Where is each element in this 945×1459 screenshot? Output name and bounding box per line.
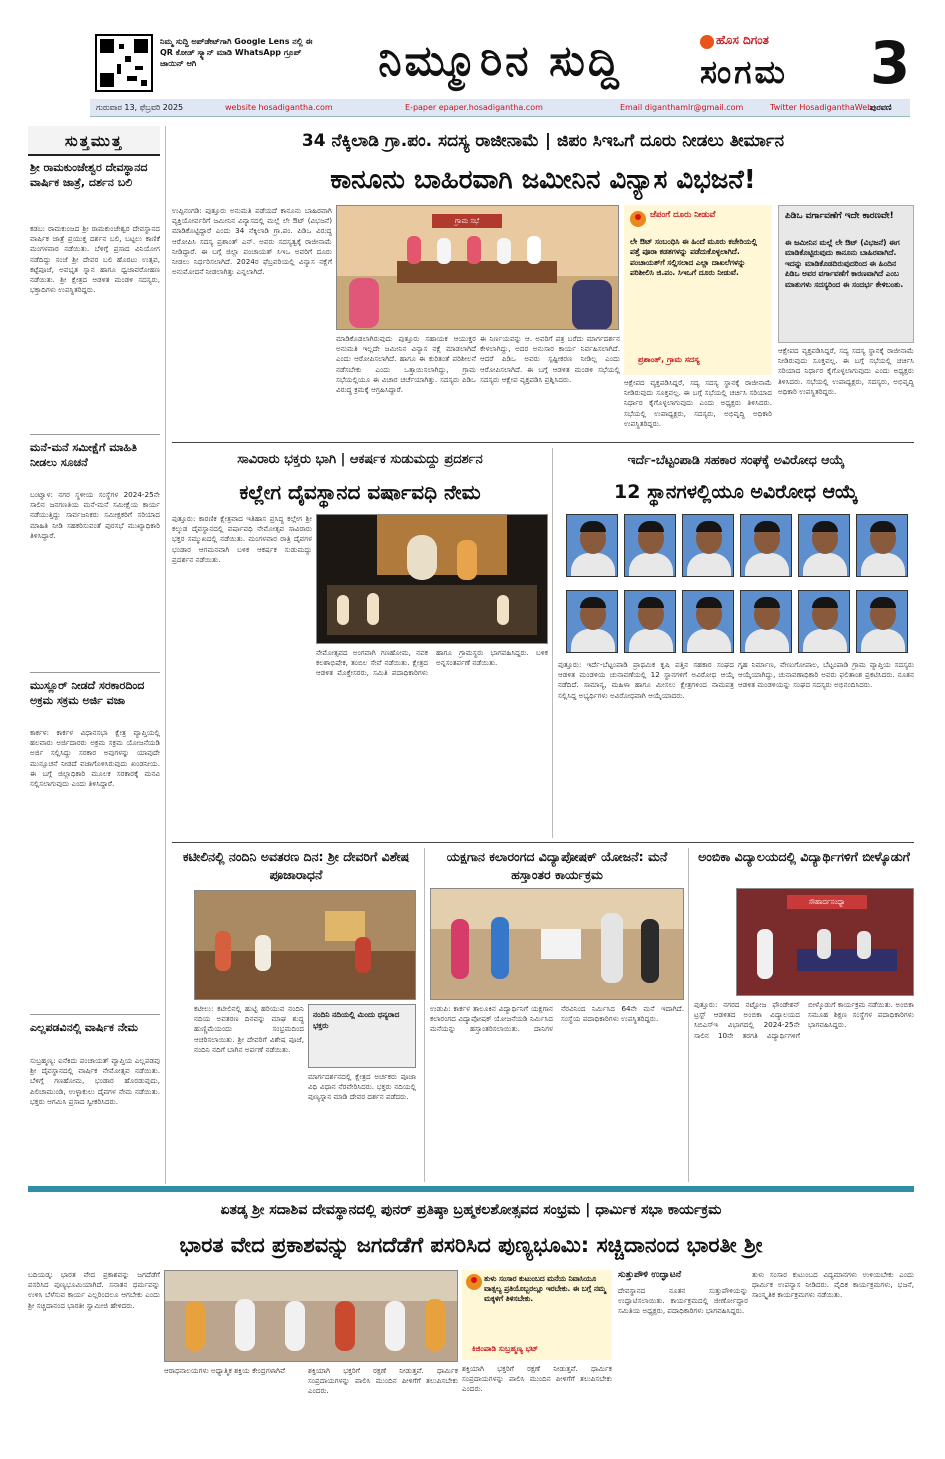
member-photo xyxy=(856,590,908,653)
story-body-2: ನೇಮೋತ್ಸವದ ಅಂಗವಾಗಿ ಗಣಹೋಮ, ನವಕ ಕಲಶಾಭಿಷೇಕ, ತಂಬಿಲ ಸೇವೆ ನಡೆಯಿತು. ಕ್ಷೇತ್ರದ ಆಡಳಿತ ಮೊಕ್ತೇಸರರು, ಸಮಿತಿ ಪದಾಧಿಕಾರಿಗಳು ಹಾಗೂ ಗ್ರಾಮಸ್ಥರು ಭಾಗವಹಿಸಿದ್ದರು. ಬಳಿಕ ಅನ್ನಸಂತರ್ಪಣೆ ನಡೆಯಿತು. xyxy=(316,648,548,678)
story-body-2: ಮಾರ್ಗದರ್ಶನದಲ್ಲಿ ಕ್ಷೇತ್ರದ ಅರ್ಚಕರು ಪೂಜಾ ವಿಧಿ ವಿಧಾನ ನೆರವೇರಿಸಿದರು. ಭಕ್ತರು ನದಿಯಲ್ಲಿ ಪುಣ್ಯಸ್ನಾನ ಮಾಡಿ ದೇವರ ದರ್ಶನ ಪಡೆದರು. xyxy=(308,1072,416,1102)
meeting-photo xyxy=(336,205,619,330)
side-title: ಸುತ್ತುಪೌಳಿ ಉದ್ಘಾಟನೆ xyxy=(618,1270,682,1280)
headline: ಶ್ರೀ ರಾಮಕುಂಜೇಶ್ವರ ದೇವಸ್ಥಾನದ ವಾರ್ಷಿಕ ಜಾತ್ರೆ, ದರ್ಶನ ಬಲಿ xyxy=(30,161,148,189)
headline: ಎಲ್ಲಪಡವಿನಲ್ಲಿ ವಾರ್ಷಿಕ ನೇಮ xyxy=(30,1021,139,1034)
member-photo xyxy=(798,590,850,653)
quote-body: ಲೇ ಔಟ್ ಸಂಬಂಧಿಸಿ ಈ ಹಿಂದೆ ಮೂರು ಕಚೇರಿಯಲ್ಲಿ ಪತ್ತೆ ಪೂರಾ ಕಡತಗಳನ್ನು ಪಡೆದುಕೊಳ್ಳಲಾಗಿದೆ. ಪಂಚಾಯತ್‌ಗೆ ಸಲ್ಲಿಸಲಾದ ಎಲ್ಲಾ ದಾಖಲೆಗಳನ್ನು ಪರಿಶೀಲಿಸಿ ಜಿ.ಪಂ. ಸಿಇಒಗೆ ದೂರು ನೀಡುವೆ. xyxy=(630,237,757,278)
bottom-divider xyxy=(28,1186,914,1192)
story-headline: ಯಕ್ಷಗಾನ ಕಲಾರಂಗದ ವಿದ್ಯಾಪೋಷಕ್ ಯೋಜನೆ: ಮನೆ ಹಸ್ತಾಂತರ ಕಾರ್ಯಕ್ರಮ xyxy=(446,849,668,882)
story-body-3: ಈ ನಿರ್ಣಯವನ್ನು ಆ. ಅವರಿಗೆ ಪತ್ರ ಬರೆದು ಮಾರ್ಗದರ್ಶನ ಕೇಳಲಾಗಿದ್ದು, ಅದರ ಅನುಸಾರ ಕಾರ್ಯ ನಿರ್ವಹಿಸಲಾಗಿದೆ. ಆದರೆ ಪಿಡಿಒ ಅವರು ಸ್ಪಷ್ಟೀಕರಣ ನೀಡಿಲ್ಲ ಎಂದು ಆರೋಪಿಸಲಾಗಿದೆ. ಈ ಬಗ್ಗೆ ಆಡಳಿತ ಮಂಡಳಿ ಸಭೆಯಲ್ಲಿ ಸದಸ್ಯರು ಆಕ್ಷೇಪ ವ್ಯಕ್ತಪಡಿಸಿ ಪ್ರಶ್ನಿಸಿದರು. xyxy=(480,334,620,384)
supplement-title: ಸಂಗಮ xyxy=(700,53,788,91)
story-kicker: ಸಾವಿರಾರು ಭಕ್ತರು ಭಾಗಿ | ಆಕರ್ಷಕ ಸುಡುಮದ್ದು ಪ್ರದರ್ಶನ xyxy=(237,452,483,467)
qr-code-icon[interactable] xyxy=(95,34,153,92)
bottom-quote-box xyxy=(462,1270,612,1360)
photo-banner: ಸೌಹಾರ್ದಸಂಧ್ಯಾ xyxy=(787,895,867,909)
handover-photo xyxy=(430,888,684,1000)
story-body-1: ಪುತ್ತೂರು: ಇರ್ದೆ-ಬೆಟ್ಟಂಪಾಡಿ ಪ್ರಾಥಮಿಕ ಕೃಷಿ ಪತ್ತಿನ ಸಹಕಾರ ಸಂಘದ ಆಡಳಿತ ಮಂಡಳಿಯ ಚುನಾವಣೆಯಲ್ಲಿ 12 ಸ್ಥಾನಗಳಿಗೆ ಅವಿರೋಧ ಆಯ್ಕೆ ನಡೆದಿದೆ. ಸಾಮಾನ್ಯ, ಮಹಿಳಾ ಹಾಗೂ ಮೀಸಲು ಕ್ಷೇತ್ರಗಳಿಂದ ನಾಮಪತ್ರ ಸಲ್ಲಿಸಿದ್ದ ಅಭ್ಯರ್ಥಿಗಳು ಅವಿರೋಧವಾಗಿ ಆಯ್ಕೆಯಾದರು. xyxy=(558,660,734,700)
story-headline: ಕಲ್ಲೇಗ ದೈವಸ್ಥಾನದ ವರ್ಷಾವಧಿ ನೇಮ xyxy=(239,480,481,504)
story-headline: ಕಟೀಲಿನಲ್ಲಿ ನಂದಿನಿ ಅವತರಣ ದಿನ: ಶ್ರೀ ದೇವರಿಗೆ ವಿಶೇಷ ಪೂಜಾರಾಧನೆ xyxy=(182,849,410,882)
story-kicker: 34 ನೆಕ್ಕಿಲಾಡಿ ಗ್ರಾ.ಪಂ. ಸದಸ್ಯ ರಾಜೀನಾಮೆ | ಜಿಪಂ ಸಿಇಒಗೆ ದೂರು ನೀಡಲು ತೀರ್ಮಾನ xyxy=(301,131,785,151)
story-body: ಸುಬ್ರಹ್ಮಣ್ಯ: ಐನೆಕಿದು ಪಂಚಾಯತ್ ವ್ಯಾಪ್ತಿಯ ಎಲ್ಲಪಡವು ಶ್ರೀ ದೈವಸ್ಥಾನದಲ್ಲಿ ವಾರ್ಷಿಕ ನೇಮೋತ್ಸವ ನಡೆಯಿತು. ಬೆಳಿಗ್ಗೆ ಗಣಹೋಮ, ಭಂಡಾರ ಹೊರಡುವುದು, ಪಿಲಿಚಾಮುಂಡಿ, ಉಳ್ಳಾಕುಲು ದೈವಗಳ ನೇಮ ನಡೆಯಿತು. ಭಕ್ತರು ಆಗಮಿಸಿ ಪ್ರಸಾದ ಸ್ವೀಕರಿಸಿದರು. xyxy=(30,1056,160,1106)
info-strip xyxy=(90,99,910,117)
side-box-title: ಪಿಡಿಒ ವರ್ಗಾವಣೆಗೆ ಇದೇ ಕಾರಣವೇ! xyxy=(785,211,894,221)
side-box-body: ಈ ಜಮೀನಿನ ಮಲ್ಲೆ ಲೇ ಔಟ್ (ವಿಭಜನೆ) ಈಗ ಮಾಡಿಕೊಟ್ಟಿರುವುದು ಕಾನೂನು ಬಾಹಿರವಾಗಿದೆ. ಇದನ್ನು ಮಾಡಿಕೊಡದಿರುವುದರಿಂದ ಈ ಹಿಂದಿನ ಪಿಡಿಒ ಅವರ ವರ್ಗಾವಣೆಗೆ ಕಾರಣವಾಗಿದೆ ಎಂಬ ಮಾತುಗಳು ಸದಸ್ಯರಿಂದ ಈ ಸಂದರ್ಭ ಕೇಳಿಬಂತು. xyxy=(785,238,904,289)
story-headline: ಕಾನೂನು ಬಾಹಿರವಾಗಿ ಜಮೀನಿನ ವಿನ್ಯಾಸ ವಿಭಜನೆ! xyxy=(330,165,756,195)
story-body: ಕಾರ್ಕಳ: ಕಾರ್ಕಳ ವಿಧಾನಸಭಾ ಕ್ಷೇತ್ರ ವ್ಯಾಪ್ತಿಯಲ್ಲಿ ಹಲವಾರು ಅರ್ಜಿದಾರರು ಅಕ್ರಮ ಸಕ್ರಮ ಯೋಜನೆಯಡಿ ಅರ್ಜಿ ಸಲ್ಲಿಸಿದ್ದು ಸರಕಾರ ಅವುಗಳನ್ನು ಯಾವುದೇ ಮುನ್ಸೂಚನೆ ನೀಡದೆ ವಜಾಗೊಳಿಸಿರುವುದು ಖಂಡನೀಯ. ಈ ಬಗ್ಗೆ ಜಿಲ್ಲಾಧಿಕಾರಿ ಮೂಲಕ ಸರಕಾರಕ್ಕೆ ಮನವಿ ಸಲ್ಲಿಸಲಾಗುವುದು ಎಂದು ತಿಳಿಸಿದ್ದಾರೆ. xyxy=(30,728,160,789)
member-photo xyxy=(566,514,618,577)
story-kicker: ಏತಡ್ಕ ಶ್ರೀ ಸದಾಶಿವ ದೇವಸ್ಥಾನದಲ್ಲಿ ಪುನರ್ ಪ್ರತಿಷ್ಠಾ ಬ್ರಹ್ಮಕಲಶೋತ್ಸವದ ಸಂಭ್ರಮ | ಧಾರ್ಮಿಕ ಸಭಾ ಕಾರ್ಯಕ್ರಮ xyxy=(220,1202,722,1218)
member-photo xyxy=(624,514,676,577)
story-body-4-cont: ಆಕ್ಷೇಪದ ವ್ಯಕ್ತಪಡಿಸಿದ್ದರೆ, ಸದ್ಯ ಸದಸ್ಯ ಸ್ಥಾನಕ್ಕೆ ರಾಜೀನಾಮೆ ನೀಡಿರುವುದು ಸೂಕ್ತವಲ್ಲ. ಈ ಬಗ್ಗೆ ಸಭೆಯಲ್ಲಿ ಚರ್ಚಿಸಿ ಸರಿಯಾದ ನಿರ್ಧಾರ ಕೈಗೊಳ್ಳಲಾಗುವುದು ಎಂದು ಅಧ್ಯಕ್ಷರು ತಿಳಿಸಿದರು. ಸಭೆಯಲ್ಲಿ ಉಪಾಧ್ಯಕ್ಷರು, ಸದಸ್ಯರು, ಅಭಿವೃದ್ಧಿ ಅಧಿಕಾರಿ ಉಪಸ್ಥಿತರಿದ್ದರು. xyxy=(624,378,772,428)
story-headline: 12 ಸ್ಥಾನಗಳಲ್ಲಿಯೂ ಅವಿರೋಧ ಆಯ್ಕೆ xyxy=(614,481,858,503)
brand-logo-icon xyxy=(700,35,714,49)
story-body-2: ಗೃಹ ನಿರ್ಮಾಣ, ವೇಣುಗೋಪಾಲ, ಬೆಟ್ಟಂಪಾಡಿ ಗ್ರಾಮ ವ್ಯಾಪ್ತಿಯ ಸದಸ್ಯರು ಆಯ್ಕೆಯಾಗಿದ್ದು, ಚುನಾವಣಾಧಿಕಾರಿ ಅವರು ಫಲಿತಾಂಶ ಪ್ರಕಟಿಸಿದರು. ನೂತನ ಆಡಳಿತ ಮಂಡಳಿಯನ್ನು ಸಂಘದ ಸದಸ್ಯರು ಅಭಿನಂದಿಸಿದರು. xyxy=(738,660,914,690)
email-link[interactable]: Email diganthamlr@gmail.com xyxy=(620,103,744,112)
quote-icon xyxy=(630,211,646,227)
pullout-label: ಪುರವಣಿ xyxy=(870,103,892,112)
brand-name: ಹೊಸ ದಿಗಂತ xyxy=(716,33,769,47)
photo-caption-text: ಆರಾಧನಾಲಯಗಳು ಅಧ್ಯಾತ್ಮಿಕ ಶಕ್ತಿಯ ಕೇಂದ್ರಗಳಾಗಿವೆ xyxy=(164,1366,285,1375)
member-photo xyxy=(624,590,676,653)
story-body: ಪುತ್ತೂರು: ನಗರದ ನಟ್ಟೋಜ ಫೌಂಡೇಶನ್ ಟ್ರಸ್ಟ್ ಆಡಳಿತದ ಅಂಬಿಕಾ ವಿದ್ಯಾಲಯದ ಸಿಬಿಎಸ್‌ಇ ವಿಭಾಗದಲ್ಲಿ 2024-25ನೇ ಸಾಲಿನ 10ನೇ ತರಗತಿ ವಿದ್ಯಾರ್ಥಿಗಳಿಗೆ ಬೀಳ್ಕೊಡುಗೆ ಕಾರ್ಯಕ್ರಮ ನಡೆಯಿತು. ಅಂಬಿಕಾ ಸಮೂಹ ಶಿಕ್ಷಣ ಸಂಸ್ಥೆಗಳ ಪದಾಧಿಕಾರಿಗಳು ಭಾಗವಹಿಸಿದ್ದರು. xyxy=(694,1000,914,1040)
story-body-1: ಉಪ್ಪಿನಂಗಡಿ: ಪುತ್ತೂರು ಅನುಮತಿ ಪಡೆಯದೆ ಕಾನೂನು ಬಾಹಿರವಾಗಿ ವ್ಯಕ್ತಿಯೋರ್ವರಿಗೆ ಜಮೀನಿನ ವಿನ್ಯಾಸದಲ್ಲಿ ಮಲ್ಲೆ ಲೇ ಔಟ್ (ವಿಭಜನೆ) ಮಾಡಿಕೊಟ್ಟಿದ್ದಾರೆ ಎಂದು 34 ನೆಕ್ಕಿಲಾಡಿ ಗ್ರಾ.ಪಂ. ಪಿಡಿಒ ವಿರುದ್ಧ ಆರೋಪಿಸಿ ಸದಸ್ಯ ಪ್ರಶಾಂತ್ ಎನ್. ಅವರು ಸದಸ್ಯತ್ವಕ್ಕೆ ರಾಜೀನಾಮೆ ನೀಡಿದ್ದಾರೆ. ಈ ಬಗ್ಗೆ ಜಿಲ್ಲಾ ಪಂಚಾಯತ್ ಸಿಇಒ ಅವರಿಗೆ ದೂರು ನೀಡಲು ನಿರ್ಧರಿಸಲಾಗಿದೆ. 2024ರ ಫೆಬ್ರವರಿಯಲ್ಲಿ ವಿನ್ಯಾಸ ನಕ್ಷೆಗೆ ಅನುಮೋದನೆ ನೀಡಲಾಗಿತ್ತು ಎನ್ನಲಾಗಿದೆ. xyxy=(172,206,332,277)
side-box xyxy=(778,205,914,343)
quote-byline: ಕಿಜಿಂಪಾಡಿ ಸುಬ್ರಹ್ಮಣ್ಯ ಭಟ್ xyxy=(472,1344,539,1353)
story-body-1: ಬದಿಯಡ್ಕ: ಭಾರತ ವೇದ ಪ್ರಕಾಶವನ್ನು ಜಗದೆಡೆಗೆ ಪಸರಿಸಿದ ಪುಣ್ಯಭೂಮಿಯಾಗಿದೆ. ಸನಾತನ ಧರ್ಮವನ್ನು ಉಳಿಸಿ ಬೆಳೆಸುವ ಕಾರ್ಯ ಎಲ್ಲರಿಂದಲೂ ಆಗಬೇಕು ಎಂದು ಶ್ರೀ ಸಚ್ಚಿದಾನಂದ ಭಾರತೀ ಸ್ವಾಮೀಜಿ ಹೇಳಿದರು. xyxy=(28,1270,160,1310)
quote-body: ತುಳು ಸಂಸಾರ ಕುಟುಂಬದ ಮನೆಯ ನಿವಾಸಿಯೂ ವಾತ್ಸಲ್ಯ ಪ್ರತಿಯೊಬ್ಬರಲ್ಲೂ ಇರಬೇಕು. ಈ ಬಗ್ಗೆ ನಮ್ಮ ಮಕ್ಕಳಿಗೆ ತಿಳಿಸಬೇಕು. xyxy=(484,1274,606,1304)
story-body-mid: ಶಕ್ತಿಯಾಗಿ ಭಕ್ತರಿಗೆ ರಕ್ಷಣೆ ನೀಡುತ್ತವೆ. ಧಾರ್ಮಿಕ ಸಂಪ್ರದಾಯಗಳನ್ನು ಪಾಲಿಸಿ ಮುಂದಿನ ಪೀಳಿಗೆಗೆ ತಲುಪಿಸಬೇಕು ಎಂದರು. xyxy=(308,1366,458,1396)
bottom-side-story xyxy=(618,1270,748,1436)
member-photo xyxy=(682,514,734,577)
member-photo xyxy=(740,590,792,653)
page-number: 3 xyxy=(869,29,911,97)
photo-banner: ಗ್ರಾಮ ಸಭೆ xyxy=(432,214,502,228)
website-link[interactable]: website hosadigantha.com xyxy=(225,103,333,112)
story-headline: ಅಂಬಿಕಾ ವಿದ್ಯಾಲಯದಲ್ಲಿ ವಿದ್ಯಾರ್ಥಿಗಳಿಗೆ ಬೀಳ್ಕೊಡುಗೆ xyxy=(698,849,910,864)
quote-icon xyxy=(466,1274,482,1290)
left-column-title: ಸುತ್ತಮುತ್ತ xyxy=(64,132,124,150)
story-body: ಉಡುಪಿ: ಕಾರ್ಕಳ ತಾಲೂಕಿನ ವಿದ್ಯಾರ್ಥಿನಿಗೆ ಯಕ್ಷಗಾನ ಕಲಾರಂಗದ ವಿದ್ಯಾಪೋಷಕ್ ಯೋಜನೆಯಡಿ ನಿರ್ಮಿಸಿದ ಮನೆಯನ್ನು ಹಸ್ತಾಂತರಿಸಲಾಯಿತು. ದಾನಿಗಳ ನೆರವಿನಿಂದ ನಿರ್ಮಿಸಿದ 64ನೇ ಮನೆ ಇದಾಗಿದೆ. ಸಂಸ್ಥೆಯ ಪದಾಧಿಕಾರಿಗಳು ಉಪಸ್ಥಿತರಿದ್ದರು. xyxy=(430,1004,684,1034)
twitter-link[interactable]: Twitter HosadiganthaWeb xyxy=(770,103,873,112)
quote-byline: ಪ್ರಶಾಂತ್, ಗ್ರಾಮ ಸದಸ್ಯ xyxy=(638,355,700,364)
member-photo xyxy=(798,514,850,577)
side-body: ದೇವಸ್ಥಾನದ ನೂತನ ಸುತ್ತುಪೌಳಿಯನ್ನು ಉದ್ಘಾಟಿಸಲಾಯಿತು. ಕಾರ್ಯಕ್ರಮದಲ್ಲಿ ಜೀರ್ಣೋದ್ಧಾರ ಸಮಿತಿಯ ಅಧ್ಯಕ್ಷರು, ಪದಾಧಿಕಾರಿಗಳು ಭಾಗವಹಿಸಿದ್ದರು. xyxy=(618,1286,748,1316)
story-body-quote-cont: ಶಕ್ತಿಯಾಗಿ ಭಕ್ತರಿಗೆ ರಕ್ಷಣೆ ನೀಡುತ್ತವೆ. ಧಾರ್ಮಿಕ ಸಂಪ್ರದಾಯಗಳನ್ನು ಪಾಲಿಸಿ ಮುಂದಿನ ಪೀಳಿಗೆಗೆ ತಲುಪಿಸಬೇಕು ಎಂದರು. xyxy=(462,1364,612,1394)
date-text: ಗುರುವಾರ 13, ಫೆಬ್ರವರಿ 2025 xyxy=(96,103,184,112)
story-body-4: ಆಕ್ಷೇಪದ ವ್ಯಕ್ತಪಡಿಸಿದ್ದರೆ, ಸದ್ಯ ಸದಸ್ಯ ಸ್ಥಾನಕ್ಕೆ ರಾಜೀನಾಮೆ ನೀಡಿರುವುದು ಸೂಕ್ತವಲ್ಲ. ಈ ಬಗ್ಗೆ ಸಭೆಯಲ್ಲಿ ಚರ್ಚಿಸಿ ಸರಿಯಾದ ನಿರ್ಧಾರ ಕೈಗೊಳ್ಳಲಾಗುವುದು ಎಂದು ಅಧ್ಯಕ್ಷರು ತಿಳಿಸಿದರು. ಸಭೆಯಲ್ಲಿ ಉಪಾಧ್ಯಕ್ಷರು, ಸದಸ್ಯರು, ಅಭಿವೃದ್ಧಿ ಅಧಿಕಾರಿ ಉಪಸ್ಥಿತರಿದ್ದರು. xyxy=(778,346,914,396)
qr-caption: ನಿಮ್ಮ ಸುದ್ದಿ ಅಪ್‌ಡೇಟ್‌ಗಾಗಿ Google Lens ನಲ್ಲಿ ಈ QR ಕೋಡ್ ಸ್ಕ್ಯಾನ್ ಮಾಡಿ WhatsApp ಗ್ರೂಪ್ ಜಾಯಿನ್ ಆಗಿ xyxy=(160,37,313,68)
story-body: ಕಟೀಲು: ಕಟೀಲಿನಲ್ಲಿ ಹುಟ್ಟಿ ಹರಿಯುವ ನಂದಿನಿ ನದಿಯ ಅವತರಣ ದಿನವನ್ನು ಮಾಘ ಶುದ್ಧ ಹುಣ್ಣಿಮೆಯಂದು ಸಂಭ್ರಮದಿಂದ ಆಚರಿಸಲಾಯಿತು. ಶ್ರೀ ದೇವರಿಗೆ ವಿಶೇಷ ಪೂಜೆ, ನಂದಿನಿ ನದಿಗೆ ಬಾಗಿನ ಅರ್ಪಣೆ ನಡೆಯಿತು. xyxy=(194,1004,304,1054)
inset-photo xyxy=(308,1004,416,1068)
masthead-title: ನಿಮ್ಮೂರಿನ ಸುದ್ದಿ xyxy=(378,36,622,85)
left-column-header xyxy=(28,126,160,156)
stage-photo xyxy=(164,1270,458,1362)
epaper-link[interactable]: E-paper epaper.hosadigantha.com xyxy=(405,103,543,112)
story-kicker: ಇರ್ದೆ-ಬೆಟ್ಟಂಪಾಡಿ ಸಹಕಾರ ಸಂಘಕ್ಕೆ ಅವಿರೋಧ ಆಯ್ಕೆ xyxy=(627,452,845,467)
right-body: ತುಳು ಸಂಸಾರ ಕುಟುಂಬದ ವಿದ್ಯಮಾನಗಳು ಉಳಿಯಬೇಕು ಎಂದು ಧಾರ್ಮಿಕ ಉಪನ್ಯಾಸ ನೀಡಿದರು. ವೈದಿಕ ಕಾರ್ಯಕ್ರಮಗಳು, ಭಜನೆ, ಸಾಂಸ್ಕೃತಿಕ ಕಾರ್ಯಕ್ರಮಗಳು ನಡೆಯಿತು. xyxy=(752,1270,914,1300)
inset-caption: ನಂದಿನಿ ನದಿಯಲ್ಲಿ ಮಿಂದು ಧನ್ಯರಾದ ಭಕ್ತರು xyxy=(313,1010,400,1030)
member-photo xyxy=(566,590,618,653)
festival-photo xyxy=(316,514,548,644)
farewell-photo xyxy=(736,888,914,996)
story-body-1: ಪುತ್ತೂರು: ಕಾರಣಿಕ ಕ್ಷೇತ್ರವಾದ ಇತಿಹಾಸ ಪ್ರಸಿದ್ಧ ಕಲ್ಲೇಗ ಶ್ರೀ ಕಲ್ಕುಡ ದೈವಸ್ಥಾನದಲ್ಲಿ ವರ್ಷಾವಧಿ ನೇಮೋತ್ಸವ ಸಾವಿರಾರು ಭಕ್ತರ ಸಮ್ಮುಖದಲ್ಲಿ ನಡೆಯಿತು. ಮಂಗಳವಾರ ರಾತ್ರಿ ದೈವಗಳ ಭಂಡಾರ ಆಗಮನವಾಗಿ ಬಳಿಕ ಆಕರ್ಷಕ ಸುಡುಮದ್ದು ಪ್ರದರ್ಶನ ನಡೆಯಿತು. xyxy=(172,514,312,564)
member-photo xyxy=(740,514,792,577)
pooja-photo xyxy=(194,890,416,1000)
story-body: ಬಂಟ್ವಾಳ: ನಗರ ಸ್ಥಳೀಯ ಸಂಸ್ಥೆಗಳ 2024-25ನೇ ಸಾಲಿನ ಜನಗಣತಿಯ ಮನೆ-ಮನೆ ಸಮೀಕ್ಷೆಯ ಕಾರ್ಯ ನಡೆಯುತ್ತಿದ್ದು ಸಾರ್ವಜನಿಕರು ಸಮೀಕ್ಷಕರಿಗೆ ಸರಿಯಾದ ಮಾಹಿತಿ ನೀಡಿ ಸಹಕರಿಸುವಂತೆ ಪುರಸಭೆ ಮುಖ್ಯಾಧಿಕಾರಿ ತಿಳಿಸಿದ್ದಾರೆ. xyxy=(30,490,160,540)
quote-box xyxy=(624,205,772,375)
headline: ಮನೆ-ಮನೆ ಸಮೀಕ್ಷೆಗೆ ಮಾಹಿತಿ ನೀಡಲು ಸೂಚನೆ xyxy=(30,441,137,469)
member-photo xyxy=(682,590,734,653)
member-photo xyxy=(856,514,908,577)
story-headline: ಭಾರತ ವೇದ ಪ್ರಕಾಶವನ್ನು ಜಗದೆಡೆಗೆ ಪಸರಿಸಿದ ಪುಣ್ಯಭೂಮಿ: ಸಚ್ಚಿದಾನಂದ ಭಾರತೀ ಶ್ರೀ xyxy=(179,1233,763,1257)
story-body: ಕಡಬ: ರಾಮಕುಂಜದ ಶ್ರೀ ರಾಮಕುಂಜೇಶ್ವರ ದೇವಸ್ಥಾನದ ವಾರ್ಷಿಕ ಜಾತ್ರೆ ಪ್ರಯುಕ್ತ ದರ್ಶನ ಬಲಿ, ಬಟ್ಟಲು ಕಾಣಿಕೆ ಮಂಗಳವಾರ ನಡೆಯಿತು. ಬೆಳಿಗ್ಗೆ ಪ್ರಸಾದ ವಿನಿಯೋಗ ನಡೆದಿದ್ದು ಸಂಜೆ ಶ್ರೀ ದೇವರ ಬಲಿ ಹೊರಟು ಉತ್ಸವ, ಕಟ್ಟೆಪೂಜೆ, ಅವಭೃತ ಸ್ನಾನ ಹಾಗೂ ಧ್ವಜಾವರೋಹಣ ನಡೆಯಿತು. ಶ್ರೀ ಕ್ಷೇತ್ರದ ಆಡಳಿತ ಮಂಡಳಿ ಸದಸ್ಯರು, ಭಕ್ತಾದಿಗಳು ಉಪಸ್ಥಿತರಿದ್ದರು. xyxy=(30,224,160,295)
story-body-2: ಮಾಡಿಕೊಡಲಾಗಿರುವುದು ಪುತ್ತೂರು ಸಹಾಯಕ ಆಯುಕ್ತರ ಅನುಮತಿ ಇಲ್ಲದೇ ಜಮೀನಿನ ವಿನ್ಯಾಸ ನಕ್ಷೆ ಮಾಡಲಾಗಿದೆ ಎಂದು ಆರೋಪಿಸಲಾಗಿದೆ. ಹಾಗೂ ಈ ಕುರಿತಂತೆ ಪರಿಶೀಲನೆ ನಡೆಸಬೇಕು ಎಂದು ಒತ್ತಾಯಿಸಲಾಗಿದ್ದು, ಗ್ರಾಮ ಸಭೆಯಲ್ಲಿಯೂ ಈ ವಿಚಾರ ಚರ್ಚೆಯಾಗಿತ್ತು. ಸದಸ್ಯರು ಪಿಡಿಒ ವಿರುದ್ಧ ಕ್ರಮಕ್ಕೆ ಆಗ್ರಹಿಸಿದ್ದಾರೆ. xyxy=(336,334,476,395)
quote-title: ಜೆಪಂಗೆ ದೂರು ನೀಡುವೆ xyxy=(650,210,716,220)
headline: ಮುಸ್ಲೂರ್ ನೀಡದೆ ಸರಕಾರದಿಂದ ಅಕ್ರಮ ಸಕ್ರಮ ಅರ್ಜಿ ವಜಾ xyxy=(30,679,145,707)
